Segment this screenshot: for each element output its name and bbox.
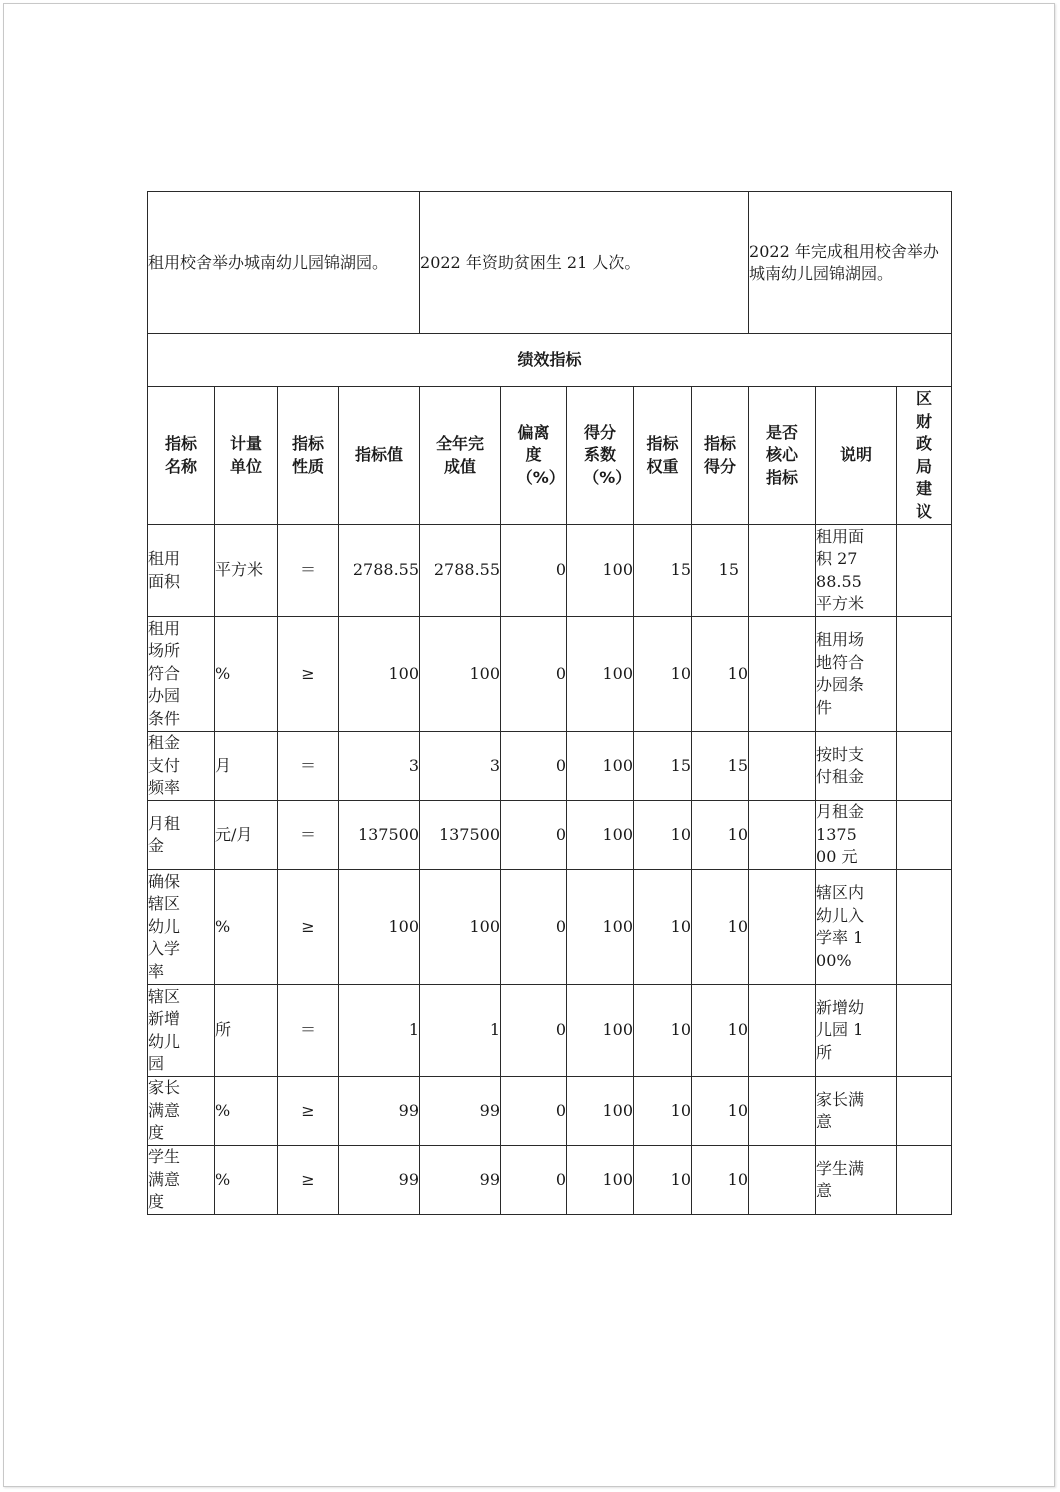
cell-nature: ＝	[278, 525, 339, 617]
cell-unit	[215, 525, 278, 617]
header-deviation	[501, 387, 567, 525]
table-row	[148, 1146, 952, 1215]
cell-desc-text: 新增幼儿园 1 所	[816, 997, 865, 1062]
cell-unit-text: %	[215, 916, 231, 936]
cell-unit-text: %	[215, 1169, 231, 1189]
cell-deviation: 0	[501, 801, 567, 870]
header-advice	[897, 387, 952, 525]
cell-nature: ＝	[278, 732, 339, 801]
cell-deviation: 0	[501, 525, 567, 617]
cell-advice	[897, 617, 952, 732]
cell-desc	[816, 525, 897, 617]
header-desc	[816, 387, 897, 525]
header-coef	[567, 387, 634, 525]
cell-coef: 100	[567, 1146, 634, 1215]
cell-nature: ≥	[278, 617, 339, 732]
cell-score: 10	[692, 985, 749, 1077]
cell-name-text: 学生满意度	[148, 1147, 181, 1212]
cell-core	[749, 732, 816, 801]
cell-desc	[816, 1077, 897, 1146]
cell-actual: 100	[420, 617, 501, 732]
cell-unit	[215, 870, 278, 985]
cell-advice	[897, 870, 952, 985]
summary-cell-1: 租用校舍举办城南幼儿园锦湖园。	[148, 192, 420, 334]
cell-actual: 2788.55	[420, 525, 501, 617]
cell-weight: 10	[634, 801, 692, 870]
cell-advice	[897, 801, 952, 870]
cell-deviation: 0	[501, 617, 567, 732]
header-unit	[215, 387, 278, 525]
cell-unit-text: 平方米	[215, 560, 264, 580]
cell-desc	[816, 801, 897, 870]
table-row	[148, 1077, 952, 1146]
summary-cell-3: 2022 年完成租用校舍举办城南幼儿园锦湖园。	[749, 192, 952, 334]
cell-score: 10	[692, 617, 749, 732]
header-actual	[420, 387, 501, 525]
cell-unit-text: %	[215, 663, 231, 683]
cell-name	[148, 617, 215, 732]
table-row	[148, 801, 952, 870]
cell-name	[148, 1077, 215, 1146]
cell-actual: 99	[420, 1146, 501, 1215]
cell-weight: 15	[634, 525, 692, 617]
cell-unit	[215, 732, 278, 801]
cell-desc-text: 按时支付租金	[816, 744, 865, 786]
cell-desc-text: 家长满意	[816, 1089, 865, 1131]
cell-coef: 100	[567, 617, 634, 732]
cell-desc-text: 辖区内幼儿入学率 100%	[816, 883, 865, 970]
cell-target: 3	[339, 732, 420, 801]
header-unit-label: 计量单位	[229, 434, 262, 476]
header-deviation-label: 偏离度（%）	[516, 422, 565, 487]
cell-advice	[897, 985, 952, 1077]
cell-unit	[215, 801, 278, 870]
summary-cell-2: 2022 年资助贫困生 21 人次。	[420, 192, 749, 334]
cell-target: 99	[339, 1146, 420, 1215]
cell-name-text: 月租金	[148, 813, 181, 855]
cell-unit-text: 所	[215, 1020, 232, 1040]
cell-desc	[816, 732, 897, 801]
cell-weight: 10	[634, 1077, 692, 1146]
cell-unit	[215, 985, 278, 1077]
cell-nature: ≥	[278, 1077, 339, 1146]
header-target-label: 指标值	[355, 445, 404, 465]
cell-weight: 10	[634, 985, 692, 1077]
cell-core	[749, 617, 816, 732]
header-weight-label: 指标权重	[646, 434, 679, 476]
header-nature	[278, 387, 339, 525]
cell-name-text: 租用场所符合办园条件	[148, 618, 181, 728]
cell-name-text: 家长满意度	[148, 1078, 181, 1143]
header-score-label: 指标得分	[704, 434, 737, 476]
cell-name	[148, 985, 215, 1077]
cell-desc	[816, 985, 897, 1077]
cell-desc	[816, 1146, 897, 1215]
cell-actual: 137500	[420, 801, 501, 870]
table-row	[148, 870, 952, 985]
cell-deviation: 0	[501, 985, 567, 1077]
section-title-row	[148, 334, 952, 387]
table-row	[148, 732, 952, 801]
cell-desc-text: 学生满意	[816, 1158, 865, 1200]
cell-actual: 100	[420, 870, 501, 985]
cell-deviation: 0	[501, 1146, 567, 1215]
cell-unit-text: %	[215, 1100, 231, 1120]
cell-name-text: 辖区新增幼儿园	[148, 986, 181, 1073]
header-desc-label: 说明	[840, 445, 873, 465]
cell-coef: 100	[567, 732, 634, 801]
cell-weight: 10	[634, 870, 692, 985]
cell-desc	[816, 870, 897, 985]
cell-advice	[897, 1146, 952, 1215]
cell-deviation: 0	[501, 732, 567, 801]
cell-target: 100	[339, 617, 420, 732]
header-actual-label: 全年完成值	[436, 434, 485, 476]
cell-name-text: 租用面积	[148, 549, 181, 591]
cell-advice	[897, 732, 952, 801]
summary-row	[148, 192, 952, 334]
cell-name-text: 确保辖区幼儿入学率	[148, 871, 181, 981]
cell-advice	[897, 1077, 952, 1146]
header-advice-label: 区财政局建议	[916, 389, 933, 521]
cell-deviation: 0	[501, 1077, 567, 1146]
cell-name	[148, 801, 215, 870]
cell-name	[148, 525, 215, 617]
cell-actual: 3	[420, 732, 501, 801]
header-name	[148, 387, 215, 525]
cell-weight: 10	[634, 617, 692, 732]
cell-name-text: 租金支付频率	[148, 733, 181, 798]
cell-score: 10	[692, 1146, 749, 1215]
cell-name	[148, 870, 215, 985]
header-core-label: 是否核心指标	[766, 422, 799, 487]
performance-table	[147, 191, 952, 1215]
header-coef-label: 得分系数（%）	[583, 422, 632, 487]
cell-score: 15	[692, 732, 749, 801]
cell-target: 137500	[339, 801, 420, 870]
cell-deviation: 0	[501, 870, 567, 985]
cell-coef: 100	[567, 801, 634, 870]
cell-nature: ＝	[278, 801, 339, 870]
header-row	[148, 387, 952, 525]
cell-coef: 100	[567, 870, 634, 985]
header-core	[749, 387, 816, 525]
header-target	[339, 387, 420, 525]
header-nature-label: 指标性质	[291, 434, 324, 476]
cell-advice	[897, 525, 952, 617]
cell-nature: ≥	[278, 870, 339, 985]
cell-unit	[215, 617, 278, 732]
table-row	[148, 525, 952, 617]
cell-unit-text: 月	[215, 755, 232, 775]
cell-unit-text: 元/月	[215, 824, 253, 844]
cell-unit	[215, 1146, 278, 1215]
cell-coef: 100	[567, 1077, 634, 1146]
cell-nature: ＝	[278, 985, 339, 1077]
cell-name	[148, 1146, 215, 1215]
section-title: 绩效指标	[148, 334, 952, 387]
cell-coef: 100	[567, 985, 634, 1077]
cell-weight: 10	[634, 1146, 692, 1215]
cell-actual: 1	[420, 985, 501, 1077]
cell-actual: 99	[420, 1077, 501, 1146]
cell-nature: ≥	[278, 1146, 339, 1215]
cell-score: 10	[692, 801, 749, 870]
cell-core	[749, 985, 816, 1077]
cell-core	[749, 870, 816, 985]
cell-name	[148, 732, 215, 801]
header-weight	[634, 387, 692, 525]
cell-desc	[816, 617, 897, 732]
header-score	[692, 387, 749, 525]
cell-score: 10	[692, 870, 749, 985]
cell-core	[749, 525, 816, 617]
cell-score: 10	[692, 1077, 749, 1146]
cell-target: 1	[339, 985, 420, 1077]
cell-core	[749, 1146, 816, 1215]
cell-desc-text: 租用面积 2788.55 平方米	[816, 526, 865, 613]
cell-weight: 15	[634, 732, 692, 801]
cell-core	[749, 801, 816, 870]
cell-target: 99	[339, 1077, 420, 1146]
cell-core	[749, 1077, 816, 1146]
cell-desc-text: 月租金 137500 元	[816, 802, 865, 867]
cell-target: 100	[339, 870, 420, 985]
cell-coef: 100	[567, 525, 634, 617]
table-row	[148, 985, 952, 1077]
cell-desc-text: 租用场地符合办园条件	[816, 630, 865, 717]
cell-unit	[215, 1077, 278, 1146]
cell-target: 2788.55	[339, 525, 420, 617]
header-name-label: 指标名称	[164, 434, 197, 476]
cell-score: 15	[692, 525, 749, 617]
table-row	[148, 617, 952, 732]
